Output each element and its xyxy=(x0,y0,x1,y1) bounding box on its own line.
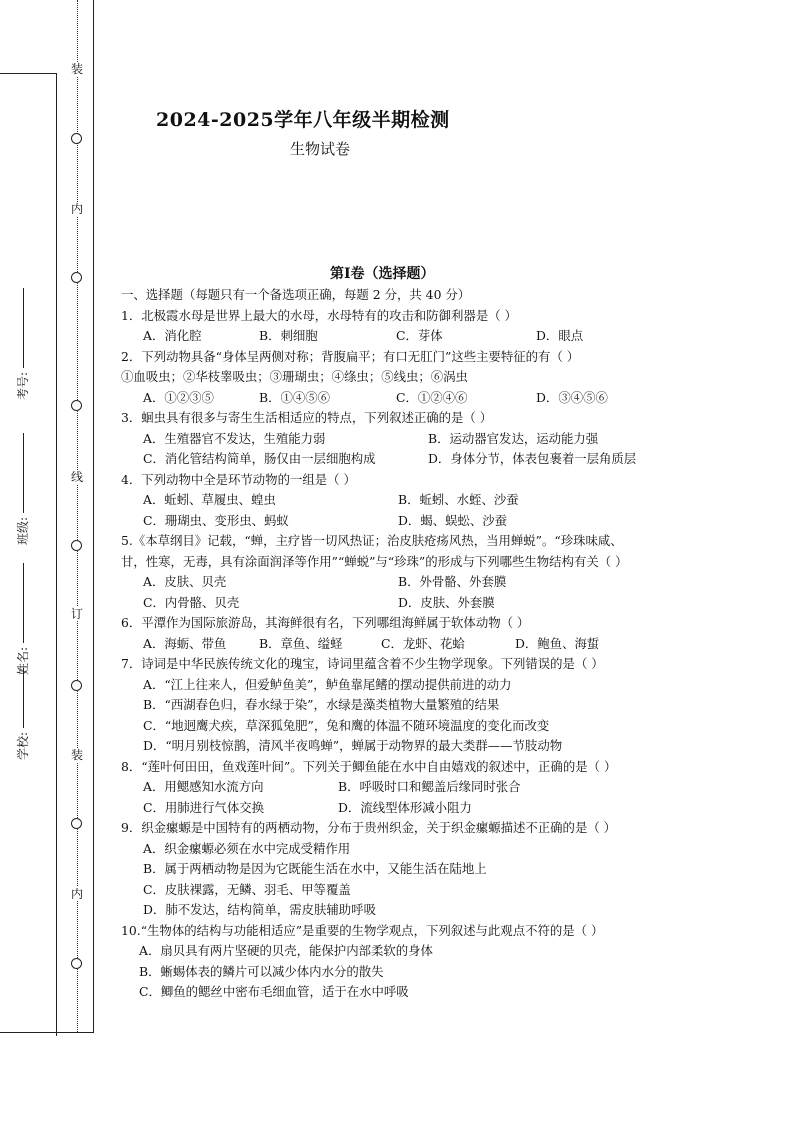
seal-mark-xian: 线 xyxy=(70,470,83,484)
xuexiao-field[interactable] xyxy=(14,668,31,760)
seal-mark-nei-2: 内 xyxy=(70,887,83,901)
option-d[interactable]: D．肺不发达，结构简单，需皮肤辅助呼吸 xyxy=(143,902,376,917)
option-a[interactable]: A．用鳃感知水流方向 xyxy=(143,779,264,794)
seal-mark-ding: 订 xyxy=(70,607,83,621)
option-b[interactable]: B．属于两栖动物是因为它既能生活在水中，又能生活在陆地上 xyxy=(143,861,487,876)
seal-circle xyxy=(71,133,82,144)
option-c[interactable]: C．皮肤裸露，无鳞、羽毛、甲等覆盖 xyxy=(143,881,351,897)
option-b[interactable]: B．蜥蜴体表的鳞片可以减少体内水分的散失 xyxy=(139,963,384,979)
option-b[interactable]: B．蚯蚓、水蛭、沙蚕 xyxy=(398,492,519,507)
seal-mark-nei: 内 xyxy=(70,202,83,216)
banji-blank[interactable] xyxy=(23,433,24,513)
question-5-stem-line1: 5.《本草纲目》记载，“蝉，主疗皆一切风热证；治皮肤疮疡风热，当用蝉蜕”。“珍珠味咸、 xyxy=(121,533,623,548)
option-d[interactable]: D．皮肤、外套膜 xyxy=(398,594,495,610)
option-d[interactable]: D．流线型体形减小阻力 xyxy=(338,799,472,815)
option-a[interactable]: A．生殖器官不发达，生殖能力弱 xyxy=(143,430,326,446)
seal-circle xyxy=(71,958,82,969)
question-1-stem: 1．北极霞水母是世界上最大的水母，水母特有的攻击和防御利器是（ ） xyxy=(121,307,517,323)
question-3-options-cd xyxy=(121,449,681,470)
seal-mark-zhuang-2: 装 xyxy=(70,748,83,762)
xuexiao-label: 学校: xyxy=(16,731,30,760)
section-heading: 一、选择题（每题只有一个备选项正确，每题 2 分，共 40 分） xyxy=(121,287,471,302)
xingming-field[interactable] xyxy=(14,563,31,675)
option-c[interactable]: C．芽体 xyxy=(396,328,443,343)
option-c[interactable]: C．“地迥鹰犬疾，草深狐兔肥”，兔和鹰的体温不随环境温度的变化而改变 xyxy=(143,717,550,733)
option-d[interactable]: D．蝎、蜈蚣、沙蚕 xyxy=(398,512,508,528)
question-4-stem: 4．下列动物中全是环节动物的一组是（ ） xyxy=(121,471,356,487)
option-d[interactable]: D．“明月别枝惊鹊，清风半夜鸣蝉”，蝉属于动物界的最大类群——节肢动物 xyxy=(143,738,563,753)
option-c[interactable]: C．鲫鱼的鳃丝中密布毛细血管，适于在水中呼吸 xyxy=(139,984,409,999)
part-title: 第Ⅰ卷（选择题） xyxy=(330,266,435,282)
option-c[interactable]: C．消化管结构简单，肠仅由一层细胞构成 xyxy=(143,451,376,466)
question-3-options-ab xyxy=(121,429,681,450)
question-2-list: ①血吸虫；②华枝睾吸虫；③珊瑚虫；④绦虫；⑤线虫；⑥涡虫 xyxy=(121,369,468,384)
option-a[interactable]: A．“江上往来人，但爱鲈鱼美”，鲈鱼靠尾鳍的摆动提供前进的动力 xyxy=(143,676,512,692)
question-4-options-ab xyxy=(121,490,681,511)
option-a[interactable]: A．皮肤、贝壳 xyxy=(143,574,227,589)
question-5-options-cd xyxy=(121,593,681,614)
question-8-stem: 8．“莲叶何田田，鱼戏莲叶间”。下列关于鲫鱼能在水中自由嬉戏的叙述中，正确的是（ ） xyxy=(121,758,617,774)
option-c[interactable]: C．内骨骼、贝壳 xyxy=(143,594,240,610)
question-5-stem-line2: 甘，性寒，无毒，具有涂面润泽等作用”“蝉蜕”与“珍珠”的形成与下列哪些生物结构有关（ ） xyxy=(121,553,628,569)
option-a[interactable]: A．蚯蚓、草履虫、蝗虫 xyxy=(143,492,276,507)
question-3-stem: 3．蛔虫具有很多与寄生生活相适应的特点，下列叙述正确的是（ ） xyxy=(121,410,493,425)
seal-circle xyxy=(71,680,82,691)
option-a[interactable]: A．扇贝具有两片坚硬的贝壳，能保护内部柔软的身体 xyxy=(139,943,433,958)
question-6-stem: 6．平潭作为国际旅游岛，其海鲜很有名，下列哪组海鲜属于软体动物（ ） xyxy=(121,615,530,630)
question-list xyxy=(121,285,681,1003)
question-5-options-ab xyxy=(121,572,681,593)
question-1-options xyxy=(121,326,681,347)
xuexiao-blank[interactable] xyxy=(23,668,24,728)
exam-subtitle: 生物试卷 xyxy=(290,140,351,158)
option-b[interactable]: B．外骨骼、外套膜 xyxy=(398,574,507,589)
option-a[interactable]: A．①②③⑤ xyxy=(143,389,214,405)
option-d[interactable]: D．③④⑤⑥ xyxy=(536,389,608,405)
seal-dotted-line xyxy=(77,0,78,1032)
kaohao-field[interactable] xyxy=(14,288,31,400)
seal-circle xyxy=(71,540,82,551)
option-b[interactable]: B．章鱼、缢蛏 xyxy=(259,635,343,651)
option-d[interactable]: D．身体分节，体表包裹着一层角质层 xyxy=(428,451,637,466)
xingming-blank[interactable] xyxy=(23,563,24,643)
exam-title: 2024-2025学年八年级半期检测 xyxy=(156,109,450,131)
question-8-options-cd xyxy=(121,798,681,819)
option-c[interactable]: C．①②④⑥ xyxy=(396,389,468,405)
seal-circle xyxy=(71,272,82,283)
binding-margin-inner-line xyxy=(0,73,57,1036)
banji-field[interactable] xyxy=(14,433,31,545)
option-b[interactable]: B．①④⑤⑥ xyxy=(259,389,331,405)
option-d[interactable]: D．鲍鱼、海蜇 xyxy=(515,635,600,651)
kaohao-blank[interactable] xyxy=(23,288,24,368)
option-b[interactable]: B．呼吸时口和鳃盖后缘同时张合 xyxy=(338,779,521,794)
question-4-options-cd xyxy=(121,511,681,532)
question-6-options xyxy=(121,634,681,655)
option-a[interactable]: A．海蛎、带鱼 xyxy=(143,635,227,651)
option-c[interactable]: C．龙虾、花蛤 xyxy=(381,635,465,651)
option-d[interactable]: D．眼点 xyxy=(536,328,584,343)
option-c[interactable]: C．用肺进行气体交换 xyxy=(143,799,264,815)
option-b[interactable]: B．运动器官发达，运动能力强 xyxy=(428,430,599,446)
question-7-stem: 7．诗词是中华民族传统文化的瑰宝，诗词里蕴含着不少生物学现象。下列错误的是（ ） xyxy=(121,656,604,671)
seal-mark-zhuang: 装 xyxy=(70,62,83,76)
seal-circle xyxy=(71,818,82,829)
question-2-options xyxy=(121,388,681,409)
question-10-stem: 10.“生物体的结构与功能相适应”是重要的生物学观点，下列叙述与此观点不符的是（ ） xyxy=(121,922,604,938)
banji-label: 班级: xyxy=(16,516,30,545)
question-2-stem: 2．下列动物具备“身体呈两侧对称；背腹扁平；有口无肛门”这些主要特征的有（ ） xyxy=(121,348,580,364)
option-a[interactable]: A．消化腔 xyxy=(143,328,202,343)
question-9-stem: 9．织金瘰螈是中国特有的两栖动物，分布于贵州织金，关于织金瘰螈描述不正确的是（ ） xyxy=(121,820,617,835)
question-8-options-ab xyxy=(121,777,681,798)
option-c[interactable]: C．珊瑚虫、变形虫、蚂蚁 xyxy=(143,512,289,528)
kaohao-label: 考号: xyxy=(16,371,30,400)
option-b[interactable]: B．“西湖春色归，春水绿于染”，水绿是藻类植物大量繁殖的结果 xyxy=(143,697,500,712)
option-a[interactable]: A．织金瘰螈必须在水中完成受精作用 xyxy=(143,840,351,856)
option-b[interactable]: B．刺细胞 xyxy=(259,328,318,343)
seal-circle xyxy=(71,400,82,411)
xingming-label: 姓名: xyxy=(16,646,30,675)
